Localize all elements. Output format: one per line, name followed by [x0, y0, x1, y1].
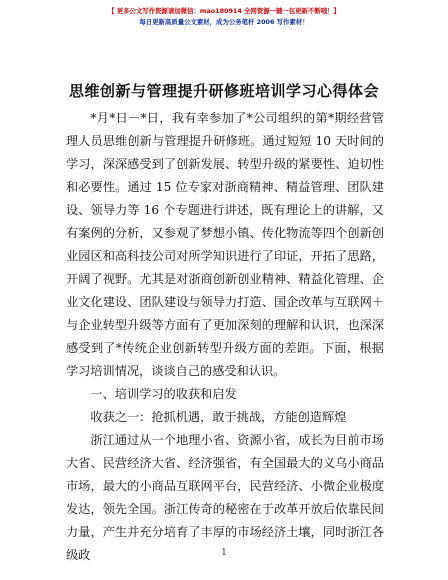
subsection-heading: 收获之一：抢抓机遇，敢于挑战，方能创造辉煌 — [90, 410, 347, 424]
paragraph-intro: *月*日－*日，我有幸参加了*公司组织的第*期经营管理人员思维创新与管理提升研修班。通过短短 10 天时间的学习，深深感受到了创新发展、转型升级的紧要性、迫切性和必要性。通过 15 位专家对浙商精神、精益管理、团队建设、领导力等 16 个专题进行讲述，既有理论上的讲解，又有案例的分析，又参观了梦想小镇、传化物流等四个创新创业园区和高科技公司对所学知识进行了印证，开拓了思路，开阔了视野。尤其是对浙商创新创业精神、精益化管理、企业文化建设、团队建设与领导力打造、国企改革与互联网＋与企业转型升级等方面有了更加深刻的理解和认识，也深深感受到了*传统企业创新转型升级方面的差距。下面，根据学习培训情况，谈谈自己的感受和认识。 — [66, 111, 384, 378]
promo-banner-line-2: 每日更新高质量公文素材，成为公务笔杆 2006 写作素材！ — [139, 18, 309, 26]
promo-banner — [0, 6, 448, 28]
document-body — [66, 107, 384, 567]
section-heading: 一、培训学习的收获和启发 — [90, 387, 237, 401]
paragraph-body: 浙江通过从一个地理小省、资源小省，成长为目前市场大省、民营经济大省、经济强省，有全国最大的义乌小商品市场，最大的小商品互联网平台，民营经济、小微企业极度发达，领先全国。浙江传奇的秘密在于改革开放后依靠民间力量，产生并充分培育了丰厚的市场经济土壤，同时浙江各级政 — [66, 433, 384, 562]
promo-banner-line-1: 【 更多公文写作资源请加微信：mao180914 全网资源一键一包更新不断哦！】 — [108, 7, 340, 15]
page-number: 1 — [221, 548, 227, 558]
document-title: 思维创新与管理提升研修班培训学习心得体会 — [68, 82, 379, 100]
